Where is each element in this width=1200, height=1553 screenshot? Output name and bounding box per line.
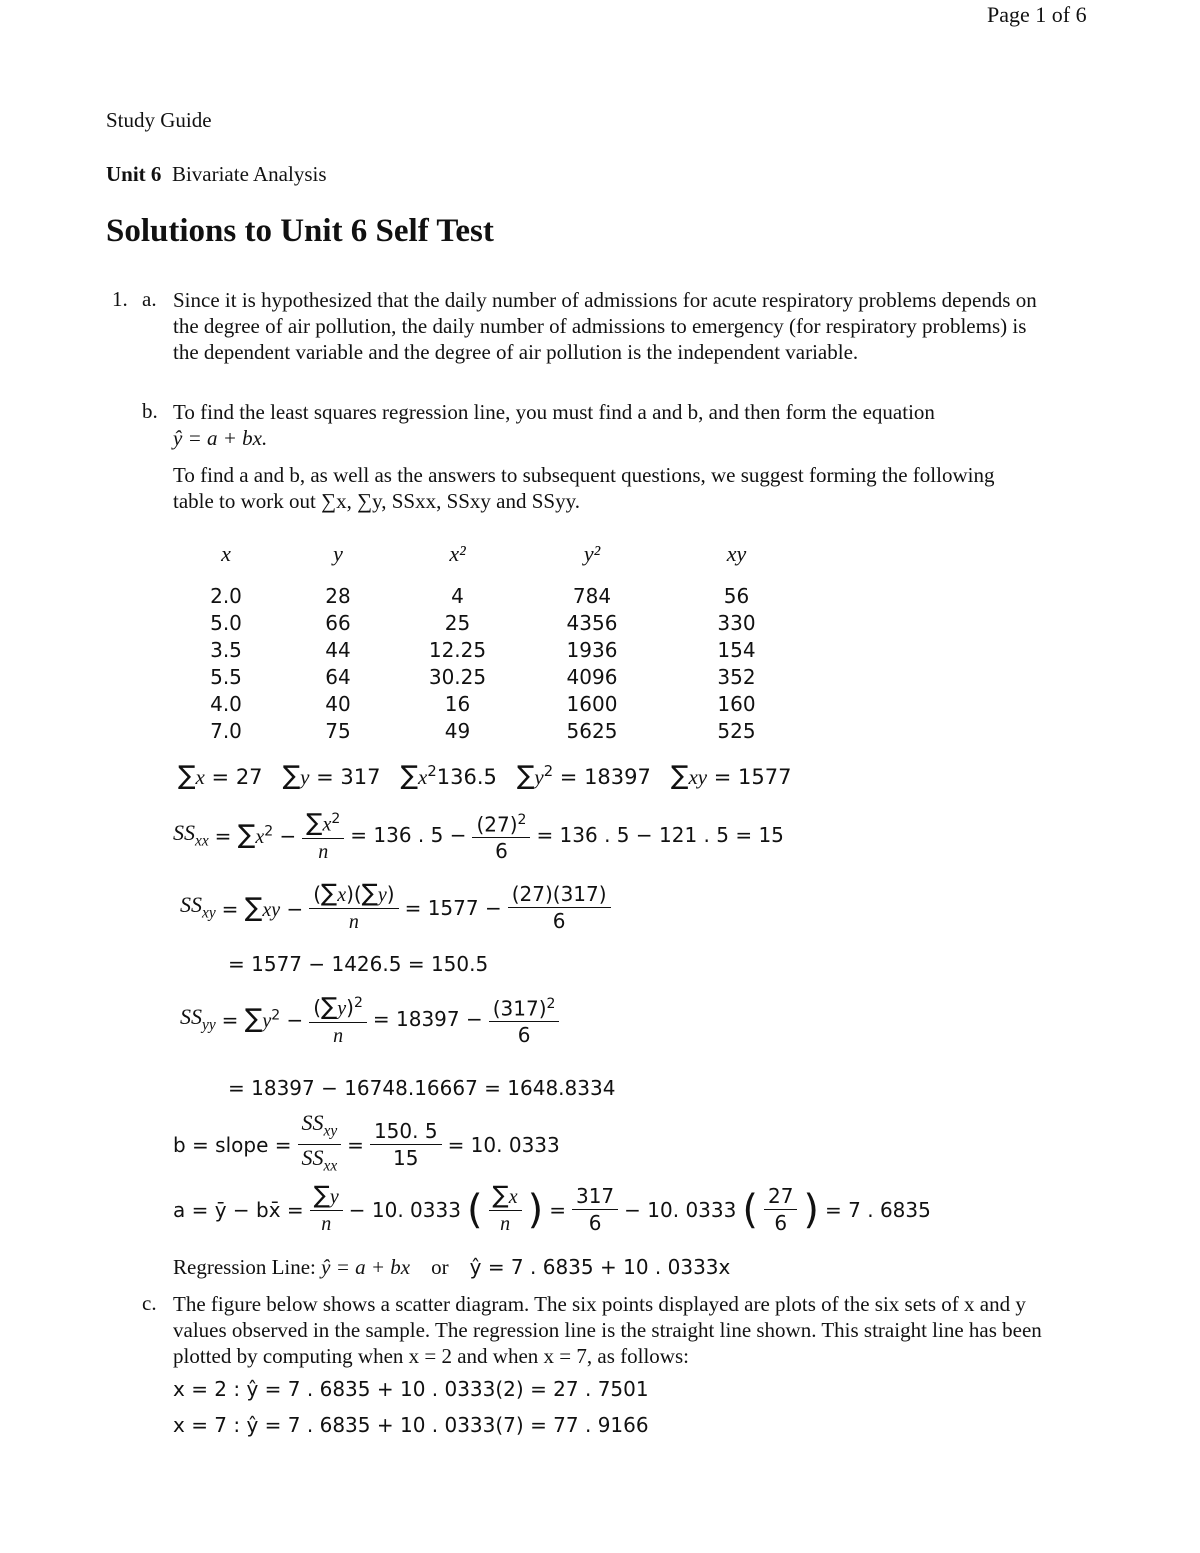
part-c-letter: c.	[142, 1291, 157, 1315]
regression-label: Regression Line:	[173, 1255, 316, 1279]
sum-xy: ∑xy = 1577	[670, 761, 792, 791]
table-row	[170, 636, 810, 663]
table-cell: 4096	[566, 664, 618, 689]
intercept-paren-den: 6	[774, 1211, 788, 1235]
page-number: Page 1 of 6	[987, 2, 1087, 27]
table-cell: 525	[717, 718, 756, 743]
table-cell: 4.0	[210, 691, 242, 716]
unit-heading	[106, 162, 327, 187]
intercept-mid-2: − 10. 0333	[624, 1197, 737, 1222]
ssxx-formula: $SS_{xx}$ = $\sum x^2$ − $\frac{\sum x^2}{n}$ = 136 . 5 − $\frac{(27)^2}{6}$ = 136 . 5 − 121 . 5 = 15	[173, 806, 784, 865]
part-b-line2: To find a and b, as well as the answers to subsequent questions, we suggest forming the following table to work out ∑x, ∑y, SSxx, SSxy and SSyy.	[173, 463, 995, 513]
table-header-x: x	[221, 541, 231, 566]
data-table	[170, 540, 810, 744]
regression-line	[173, 1255, 730, 1280]
part-b-line1: To find the least squares regression line, you must find a and b, and then form the equation	[173, 400, 935, 424]
table-cell: 49	[444, 718, 471, 743]
ssyy-rhs: = 18397 −	[372, 1007, 483, 1032]
ssxx-frac-num: (27)	[476, 812, 518, 837]
ssxx-frac-den: 6	[495, 839, 508, 864]
slope-frac-den: 15	[393, 1146, 419, 1171]
ssxy-frac-num: (27)(317)	[508, 881, 611, 908]
part-a-letter: a.	[142, 287, 157, 311]
sums-row	[178, 761, 792, 791]
intercept-result: = 7 . 6835	[825, 1197, 931, 1222]
table-cell: 16	[444, 691, 471, 716]
table-cell: 4	[451, 583, 464, 608]
table-cell: 75	[325, 718, 351, 743]
ssyy-line2: = 18397 − 16748.16667 = 1648.8334	[228, 1076, 616, 1100]
ssxy-rhs: = 1577 −	[404, 895, 502, 920]
page-title: Solutions to Unit 6 Self Test	[106, 213, 494, 249]
slope-label: b = slope =	[173, 1132, 292, 1157]
slope-result: = 10. 0333	[447, 1132, 560, 1157]
regression-eq2: ŷ = 7 . 6835 + 10 . 0333x	[469, 1255, 731, 1279]
table-cell: 2.0	[210, 583, 242, 608]
table-row	[170, 582, 810, 609]
table-header-y: y	[333, 541, 343, 566]
ssyy-frac-den: 6	[517, 1023, 531, 1048]
table-row	[170, 663, 810, 690]
ssxy-frac-den: 6	[552, 909, 566, 933]
table-cell: 64	[325, 664, 351, 689]
table-cell: 30.25	[428, 664, 487, 689]
ssxx-rhs: = 136 . 5 −	[350, 823, 467, 848]
study-guide-label: Study Guide	[106, 108, 212, 132]
table-cell: 160	[717, 691, 756, 716]
table-cell: 5625	[566, 718, 618, 743]
table-cell: 3.5	[210, 637, 242, 662]
intercept-formula: a = ȳ − bx̄ = $\frac{\sum y}{n}$ − 10. 0333 ( $\frac{\sum x}{n}$ ) = $\frac{317}{6}$ − 10. 0333 ( $\frac{27}{6}$ ) = 7 . 6835	[173, 1181, 931, 1235]
question-number: 1.	[112, 287, 128, 311]
intercept-paren-num: 27	[764, 1183, 797, 1210]
intercept-frac-num: 317	[572, 1183, 618, 1210]
part-b-equation: ŷ = a + bx.	[173, 426, 268, 450]
intercept-frac-den: 6	[588, 1211, 602, 1235]
sum-y: ∑y = 317	[282, 761, 381, 791]
ssyy-frac-num: (317)	[492, 996, 547, 1021]
part-c-text: The figure below shows a scatter diagram. The six points displayed are plots of the six sets of x and y values observed in the sample. The regression line is the straight line shown. This straight line has been plotted by computing when x = 2 and when x = 7, as follows:	[173, 1292, 1042, 1368]
table-cell: 12.25	[428, 637, 487, 662]
intercept-mid: − 10. 0333	[348, 1197, 461, 1222]
table-cell: 330	[717, 610, 756, 635]
table-cell: 352	[717, 664, 756, 689]
table-cell: 1936	[566, 637, 618, 662]
unit-title: Bivariate Analysis	[171, 162, 327, 186]
table-cell: 40	[325, 691, 351, 716]
sum-x: ∑x = 27	[178, 761, 263, 791]
table-row	[170, 717, 810, 744]
table-header-xy: xy	[726, 541, 747, 566]
regression-or: or	[431, 1255, 449, 1279]
slope-formula: b = slope = $\frac{SS_{xy}}{SS_{xx}}$ = $\frac{150. 5}{15}$ = 10. 0333	[173, 1110, 560, 1175]
part-c-calc2: x = 7 : ŷ = 7 . 6835 + 10 . 0333(7) = 77 . 9166	[173, 1413, 649, 1437]
regression-eq1: ŷ = a + bx	[321, 1255, 411, 1279]
part-a-text: Since it is hypothesized that the daily number of admissions for acute respiratory problems depends on the degree of air pollution, the daily number of admissions to emergency (for respiratory problems) is the dependent variable and the degree of air pollution is the independent variable.	[173, 288, 1037, 364]
table-row	[170, 690, 810, 717]
table-cell: 66	[325, 610, 351, 635]
table-header-x2: x²	[449, 541, 466, 566]
table-cell: 5.5	[210, 664, 242, 689]
unit-label: Unit 6	[106, 162, 162, 186]
table-cell: 784	[572, 583, 612, 608]
sum-x2: $\sum x^2136.5$	[400, 761, 497, 791]
table-cell: 25	[444, 610, 471, 635]
table-cell: 56	[723, 583, 750, 608]
intercept-lhs: a = ȳ − bx̄ =	[173, 1197, 304, 1222]
sum-y2: $\sum y^2 = 18397$	[516, 761, 651, 791]
table-row	[170, 609, 810, 636]
table-cell: 5.0	[210, 610, 242, 635]
table-cell: 7.0	[210, 718, 242, 743]
ssxy-line2: = 1577 − 1426.5 = 150.5	[228, 952, 489, 976]
table-cell: 4356	[566, 610, 618, 635]
ssxx-tail: = 136 . 5 − 121 . 5 = 15	[536, 823, 784, 848]
table-cell: 44	[325, 637, 351, 662]
ssxy-formula: $SS_{xy}$ = ∑xy − $\frac{(\sum x)(\sum y)}{n}$ = 1577 − $\frac{(27)(317)}{6}$	[180, 880, 611, 935]
table-cell: 28	[325, 583, 351, 608]
table-cell: 1600	[566, 691, 618, 716]
part-c-calc1: x = 2 : ŷ = 7 . 6835 + 10 . 0333(2) = 27 . 7501	[173, 1377, 649, 1401]
slope-frac-num: 150. 5	[370, 1118, 442, 1145]
ssyy-formula: $SS_{yy}$ = $\sum y^2$ − $\frac{(\sum y)^2}{n}$ = 18397 − $\frac{(317)^2}{6}$	[180, 990, 559, 1049]
table-cell: 154	[717, 637, 756, 662]
table-header-y2: y²	[583, 541, 601, 566]
part-b-letter: b.	[142, 399, 158, 423]
